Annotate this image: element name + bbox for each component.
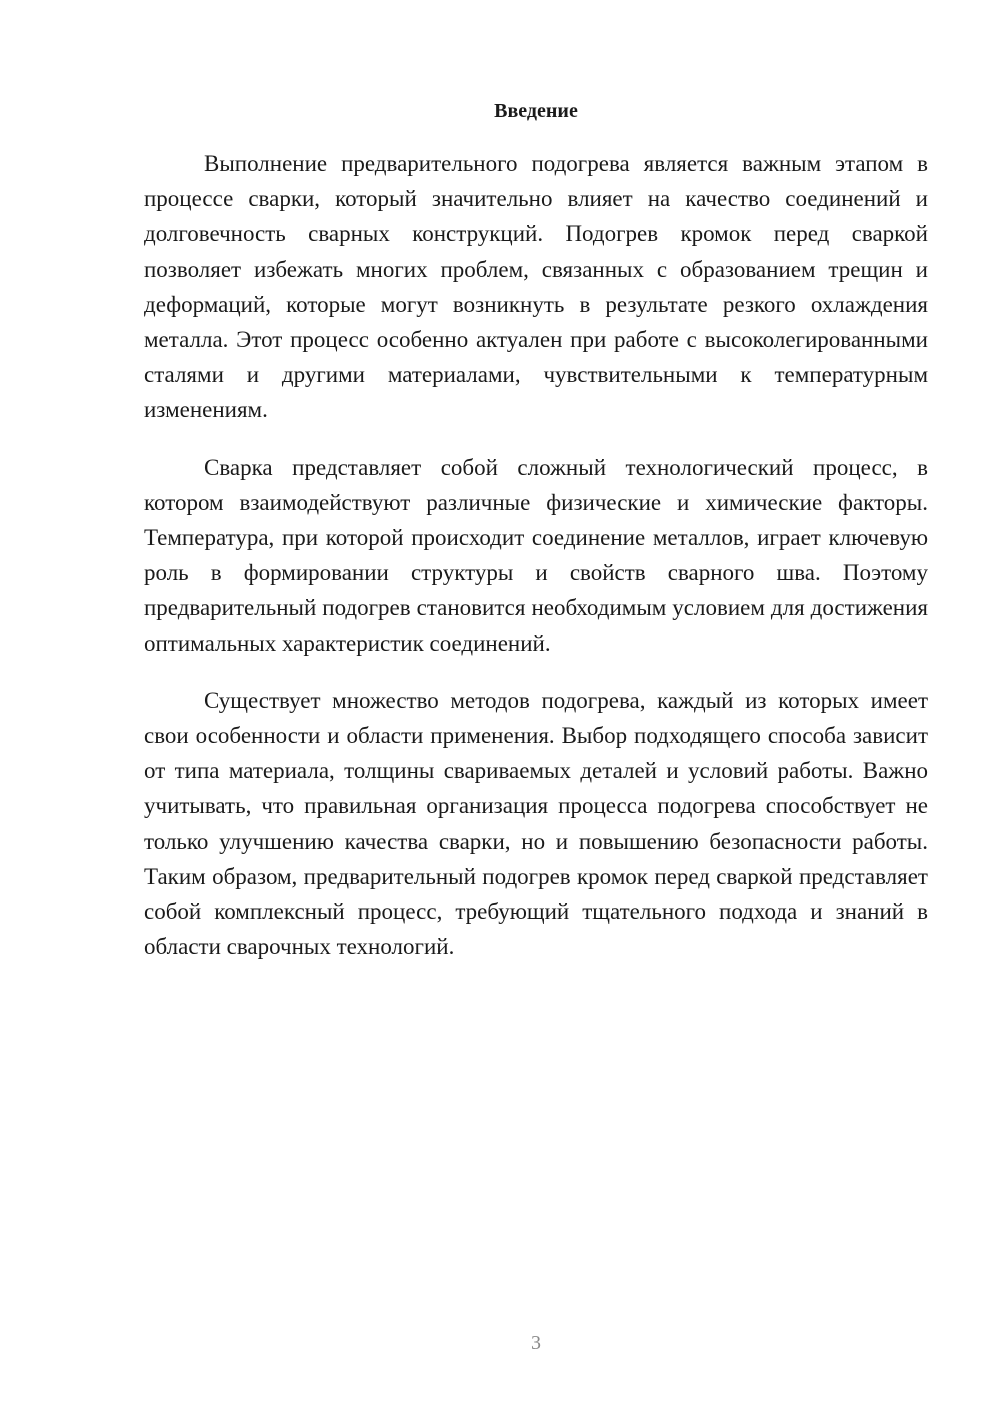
page-number: 3 <box>531 1332 541 1354</box>
paragraph-1: Выполнение предварительного подогрева является важным этапом в процессе сварки, который значительно влияет на качество соединений и долговечность сварных конструкций. Подогрев кромок перед сваркой позволяет избежать многих проблем, связанных с образованием трещин и деформаций, которые могут возникнуть в результате резкого охлаждения металла. Этот процесс особенно актуален при работе с высоколегированными сталями и другими материалами, чувствительными к температурным изменениям. <box>144 151 928 423</box>
page-content <box>144 98 928 986</box>
paragraph-2: Сварка представляет собой сложный технологический процесс, в котором взаимодействуют различные физические и химические факторы. Температура, при которой происходит соединение металлов, играет ключевую роль в формировании структуры и свойств сварного шва. Поэтому предварительный подогрев становится необходимым условием для достижения оптимальных характеристик соединений. <box>144 454 928 656</box>
section-title: Введение <box>494 100 578 122</box>
paragraph-3: Существует множество методов подогрева, каждый из которых имеет свои особенности и области применения. Выбор подходящего способа зависит от типа материала, толщины свариваемых деталей и условий работы. Важно учитывать, что правильная организация процесса подогрева способствует не только улучшению качества сварки, но и повышению безопасности работы. Таким образом, предварительный подогрев кромок перед сваркой представляет собой комплексный процесс, требующий тщательного подхода и знаний в области сварочных технологий. <box>144 687 928 960</box>
